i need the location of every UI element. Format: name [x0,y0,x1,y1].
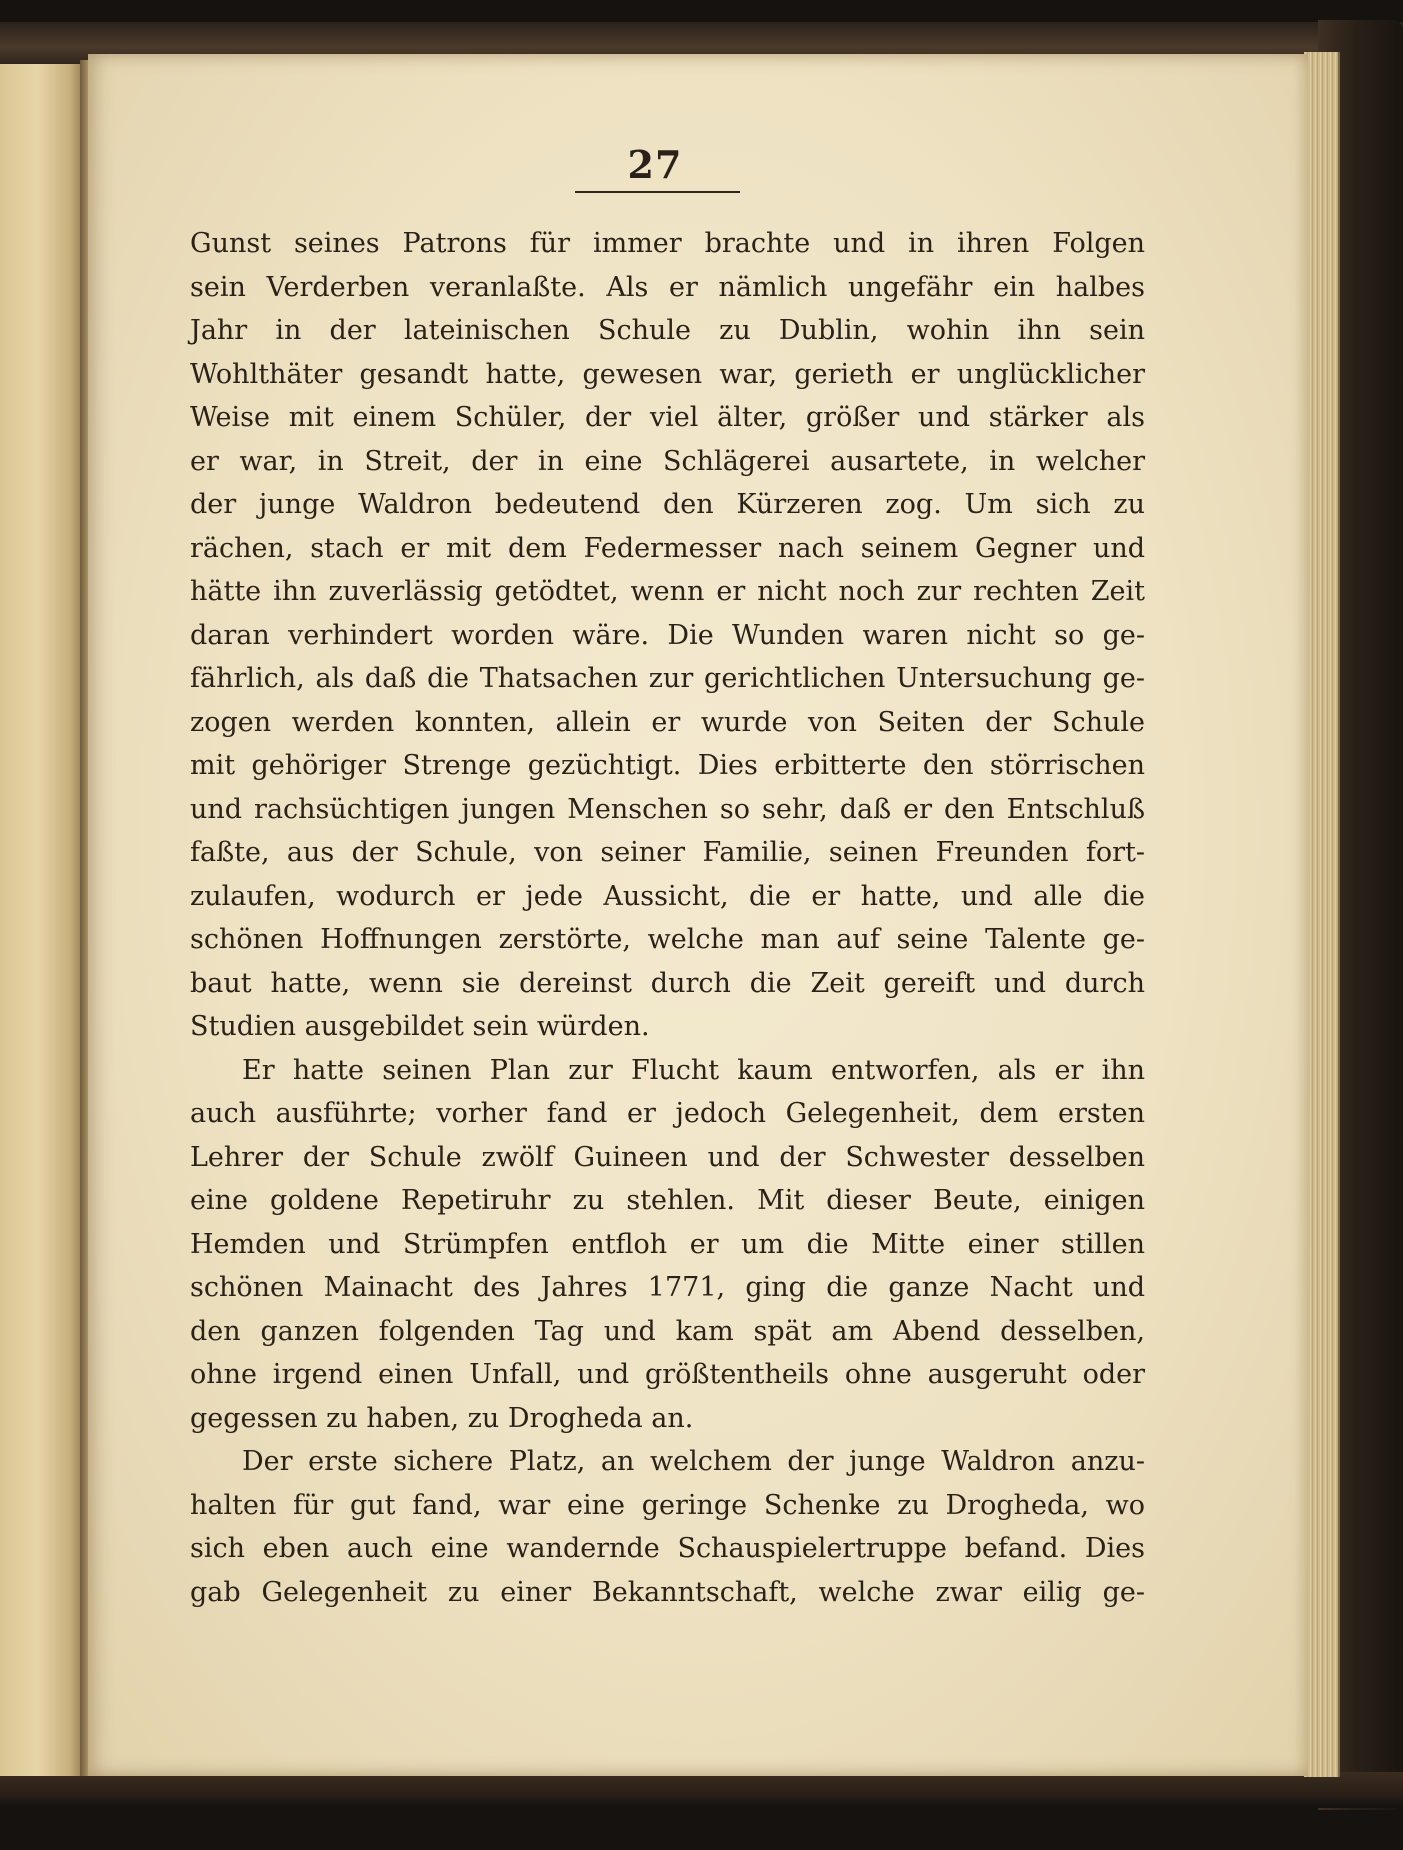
text-line: schönen Mainacht des Jahres 1771, ging die ganze Nacht und [190,1272,1145,1303]
text-line: Hemden und Strümpfen entfloh er um die Mitte einer stillen [190,1228,1145,1260]
text-line: ohne irgend einen Unfall, und größtentheils ohne ausgeruht oder [190,1359,1145,1390]
text-line: baut hatte, wenn sie dereinst durch die Zeit gereift und durch [190,967,1145,999]
page-stack-edges [1304,52,1340,1777]
text-line: daran verhindert worden wäre. Die Wunden waren nicht so ge- [190,619,1145,651]
text-line: mit gehöriger Strenge gezüchtigt. Dies erbitterte den störrischen [190,750,1145,781]
text-line: zogen werden konnten, allein er wurde von Seiten der Schule [190,706,1145,738]
text-line: er war, in Streit, der in eine Schlägerei ausartete, in welcher [190,445,1145,477]
text-line: fährlich, als daß die Thatsachen zur gerichtlichen Untersuchung ge- [190,663,1145,694]
text-line: gab Gelegenheit zu einer Bekanntschaft, welche zwar eilig ge- [190,1576,1145,1608]
text-line: faßte, aus der Schule, von seiner Familie, seinen Freunden fort- [190,837,1145,868]
text-line: Gunst seines Patrons für immer brachte und in ihren Folgen [190,228,1145,259]
text-line: sein Verderben veranlaßte. Als er nämlich ungefähr ein halbes [190,271,1145,303]
text-line: den ganzen folgenden Tag und kam spät am Abend desselben, [190,1315,1145,1347]
text-line: gegessen zu haben, zu Drogheda an. [190,1402,694,1434]
text-line: Weise mit einem Schüler, der viel älter, größer und stärker als [190,402,1145,433]
text-line: schönen Hoffnungen zerstörte, welche man auf seine Talente ge- [190,924,1145,955]
text-line: Jahr in der lateinischen Schule zu Dublin, wohin ihn sein [190,315,1145,346]
body-text [190,222,1145,1614]
text-line: Wohlthäter gesandt hatte, gewesen war, gerieth er unglücklicher [190,358,1145,390]
text-line: Studien ausgebildet sein würden. [190,1011,650,1042]
page-number: 27 [627,142,683,187]
text-line: auch ausführte; vorher fand er jedoch Gelegenheit, dem ersten [190,1098,1145,1129]
text-line: und rachsüchtigen jungen Menschen so sehr, daß er den Entschluß [190,793,1145,825]
text-line: Lehrer der Schule zwölf Guineen und der Schwester desselben [190,1141,1145,1173]
text-line: zulaufen, wodurch er jede Aussicht, die er hatte, und alle die [190,880,1145,912]
text-line: eine goldene Repetiruhr zu stehlen. Mit dieser Beute, einigen [190,1185,1145,1216]
text-line: rächen, stach er mit dem Federmesser nach seinem Gegner und [190,532,1145,564]
text-line: hätte ihn zuverlässig getödtet, wenn er nicht noch zur rechten Zeit [190,576,1145,607]
left-page-edge [0,64,82,1776]
page-number-rule [575,191,740,193]
text-line: der junge Waldron bedeutend den Kürzeren zog. Um sich zu [190,489,1145,520]
book-cover-bottom [0,1772,1403,1808]
text-line: sich eben auch eine wandernde Schauspielertruppe befand. Dies [190,1533,1145,1564]
text-line: halten für gut fand, war eine geringe Schenke zu Drogheda, wo [190,1489,1145,1521]
text-line: Er hatte seinen Plan zur Flucht kaum entworfen, als er ihn [242,1054,1145,1086]
text-line: Der erste sichere Platz, an welchem der junge Waldron anzu- [242,1446,1145,1477]
